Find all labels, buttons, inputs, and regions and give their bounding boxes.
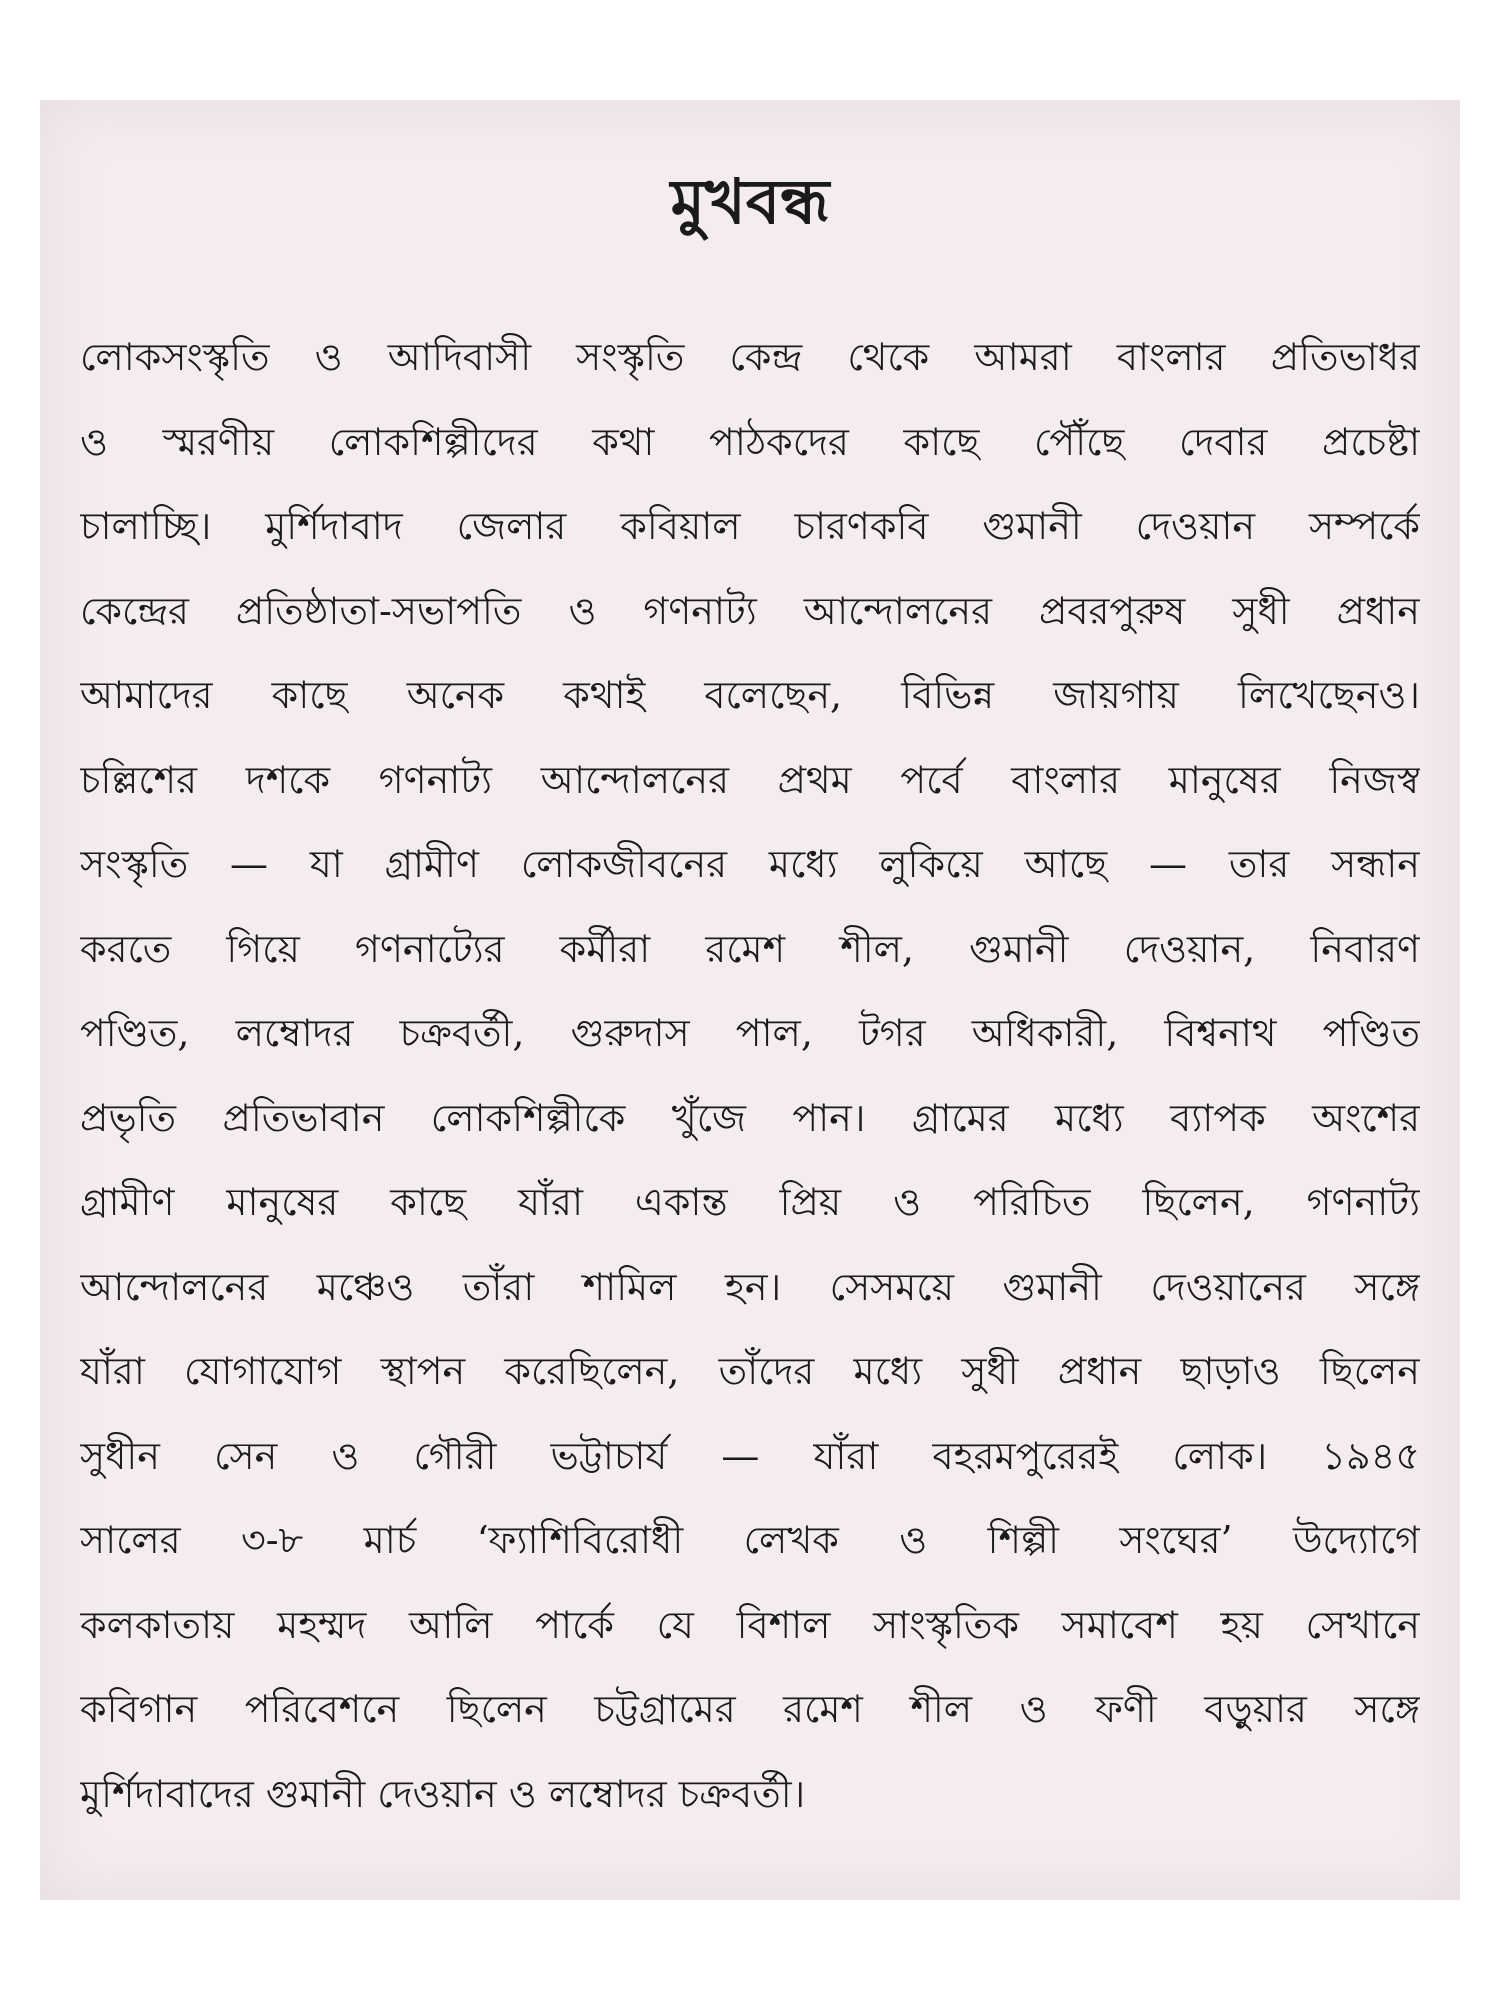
text-line: সালের ৩-৮ মার্চ ‘ফ্যাশিবিরোধী লেখক ও শিল্পী সংঘের’ উদ্যোগে	[80, 1518, 1420, 1562]
text-line: প্রভৃতি প্রতিভাবান লোকশিল্পীকে খুঁজে পান। গ্রামের মধ্যে ব্যাপক অংশের	[80, 1095, 1420, 1140]
text-line: চল্লিশের দশকে গণনাট্য আন্দোলনের প্রথম পর্বে বাংলার মানুষের নিজস্ব	[80, 757, 1420, 802]
text-line: যাঁরা যোগাযোগ স্থাপন করেছিলেন, তাঁদের মধ্যে সুধী প্রধান ছাড়াও ছিলেন	[80, 1349, 1420, 1393]
text-line: কলকাতায় মহম্মদ আলি পার্কে যে বিশাল সাংস্কৃতিক সমাবেশ হয় সেখানে	[80, 1602, 1420, 1647]
text-line: মুর্শিদাবাদের গুমানী দেওয়ান ও লম্বোদর চক্রবর্তী।	[80, 1771, 806, 1816]
text-line: লোকসংস্কৃতি ও আদিবাসী সংস্কৃতি কেন্দ্র থেকে আমরা বাংলার প্রতিভাধর	[80, 335, 1420, 379]
body-paragraph	[80, 315, 1420, 1836]
text-line: করতে গিয়ে গণনাট্যের কর্মীরা রমেশ শীল, গুমানী দেওয়ান, নিবারণ	[80, 926, 1420, 971]
text-line: চালাচ্ছি। মুর্শিদাবাদ জেলার কবিয়াল চারণকবি গুমানী দেওয়ান সম্পর্কে	[80, 504, 1420, 548]
text-line: কবিগান পরিবেশনে ছিলেন চট্টগ্রামের রমেশ শীল ও ফণী বড়ুয়ার সঙ্গে	[80, 1687, 1420, 1731]
text-line: সংস্কৃতি — যা গ্রামীণ লোকজীবনের মধ্যে লুকিয়ে আছে — তার সন্ধান	[80, 842, 1420, 886]
text-line: আন্দোলনের মঞ্চেও তাঁরা শামিল হন। সেসময়ে গুমানী দেওয়ানের সঙ্গে	[80, 1264, 1420, 1309]
text-line: পণ্ডিত, লম্বোদর চক্রবর্তী, গুরুদাস পাল, টগর অধিকারী, বিশ্বনাথ পণ্ডিত	[80, 1011, 1420, 1055]
text-line: সুধীন সেন ও গৌরী ভট্টাচার্য — যাঁরা বহরমপুরেরই লোক। ১৯৪৫	[80, 1433, 1420, 1478]
text-line: কেন্দ্রের প্রতিষ্ঠাতা-সভাপতি ও গণনাট্য আন্দোলনের প্রবরপুরুষ সুধী প্রধান	[80, 588, 1420, 633]
text-line: ও স্মরণীয় লোকশিল্পীদের কথা পাঠকদের কাছে পৌঁছে দেবার প্রচেষ্টা	[80, 419, 1420, 464]
text-line: গ্রামীণ মানুষের কাছে যাঁরা একান্ত প্রিয় ও পরিচিত ছিলেন, গণনাট্য	[80, 1180, 1420, 1224]
page-title: মুখবন্ধ	[670, 165, 830, 238]
text-line: আমাদের কাছে অনেক কথাই বলেছেন, বিভিন্ন জায়গায় লিখেছেনও।	[80, 673, 1420, 717]
